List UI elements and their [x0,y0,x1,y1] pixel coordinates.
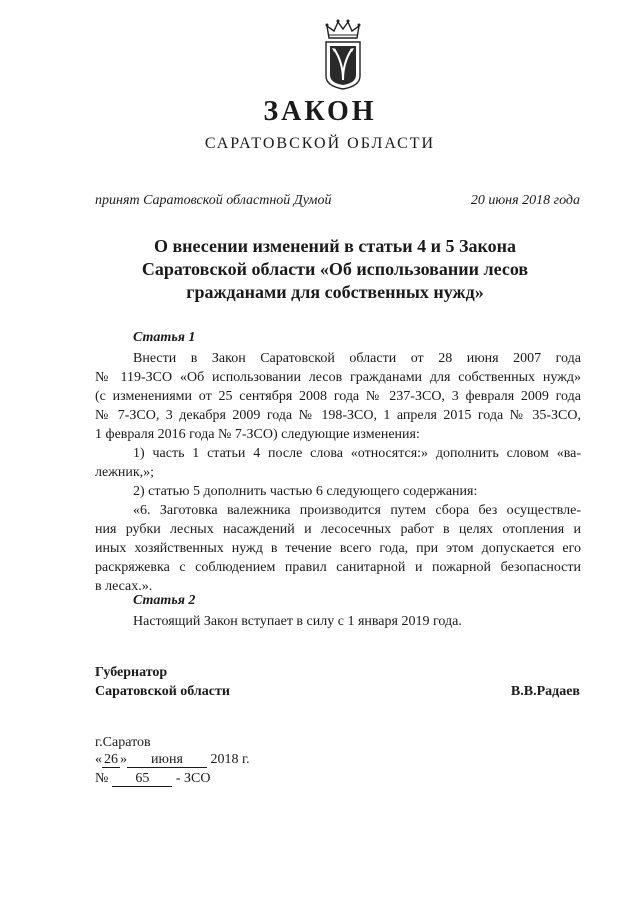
article-1-line: 1 февраля 2016 года № 7-ЗСО) следующие изменения: [95,427,420,442]
footer-month: июня [127,753,207,768]
footer-city: г.Саратов [95,735,151,750]
article-1-line: раскряжевка с соблюдением правил санитарной и пожарной безопасности [95,560,581,575]
article-1-line: № 7-ЗСО, 3 декабря 2009 года № 198-ЗСО, 1 апреля 2015 года № 35-ЗСО, [95,408,581,423]
article-1-line: иных хозяйственных нужд в течение всего года, при этом допускается его [95,541,581,556]
article-1-line: 1) часть 1 статьи 4 после слова «относятся:» дополнить словом «ва- [133,446,581,461]
article-2-heading: Статья 2 [133,593,196,608]
footer-open-quote: « [95,752,102,767]
article-1-line: Внести в Закон Саратовской области от 28 июня 2007 года [133,351,581,366]
footer-number-suffix: - ЗСО [175,771,211,786]
coat-of-arms-emblem [323,18,363,90]
footer-number-prefix: № [95,771,109,786]
article-1-line: в лесах.». [95,579,153,594]
adopted-by: принят Саратовской областной Думой [95,193,332,208]
footer-year: 2018 г. [210,752,250,767]
governor-title: Губернатор [95,665,168,680]
article-2-text: Настоящий Закон вступает в силу с 1 января 2019 года. [133,614,462,629]
document-title-line: гражданами для собственных нужд» [186,282,484,302]
adopted-date: 20 июня 2018 года [470,193,580,208]
footer-number-value: 65 [112,772,172,787]
governor-region: Саратовской области [95,684,230,699]
article-1-line: 2) статью 5 дополнить частью 6 следующего содержания: [133,484,478,499]
document-title-line: Саратовской области «Об использовании лесов [141,259,529,279]
law-title: ЗАКОН [263,96,377,127]
article-1-line: лежник,»; [95,465,155,480]
article-1-heading: Статья 1 [133,330,196,345]
footer-number [95,771,210,787]
footer-close-quote: » [120,752,127,767]
document-title-line: О внесении изменений в статьи 4 и 5 Закона [153,236,517,256]
article-1-line: «6. Заготовка валежника производится путем сбора без осуществле- [133,503,581,518]
region-title: САРАТОВСКОЙ ОБЛАСТИ [204,135,436,152]
footer-date [95,752,250,768]
governor-name: В.В.Радаев [510,684,580,699]
footer-day: 26 [104,752,118,767]
document-title [70,235,600,304]
article-1-line: (с изменениями от 25 сентября 2008 года № 237-ЗСО, 3 февраля 2009 года [95,389,581,404]
article-1-line: № 119-ЗСО «Об использовании лесов гражданами для собственных нужд» [95,370,581,385]
article-1-line: ния рубки лесных насаждений и лесосечных работ в целях отопления и [95,522,581,537]
